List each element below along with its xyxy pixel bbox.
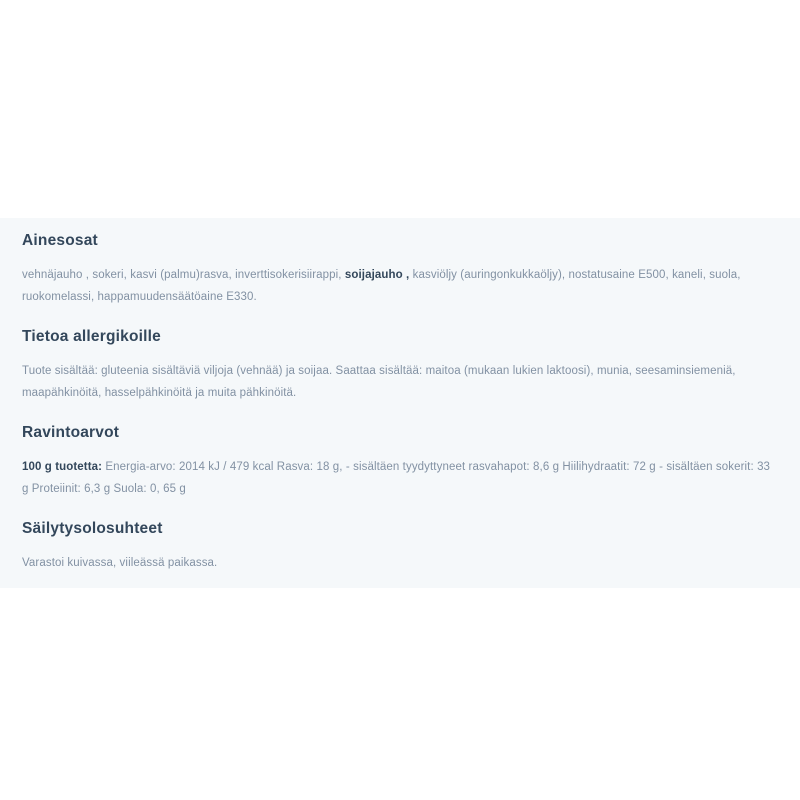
allergy-heading: Tietoa allergikoille	[22, 328, 161, 345]
section-nutrition	[22, 423, 778, 500]
section-storage	[22, 519, 778, 574]
allergy-text: Tuote sisältää: gluteenia sisältäviä viljoja (vehnää) ja soijaa. Saattaa sisältää: maitoa (mukaan lukien laktoosi), munia, seesaminsiemeniä, maapähkinöitä, hasselpähkinöitä ja muita pähkinöitä.	[22, 365, 736, 399]
nutrition-serving-label: 100 g tuotetta:	[22, 461, 103, 473]
nutrition-values-text: Energia-arvo: 2014 kJ / 479 kcal Rasva: 18 g, - sisältäen tyydyttyneet rasvahapot: 8,6 g Hiilihydraatit: 72 g - sisältäen sokerit: 33 g Proteiinit: 6,3 g Suola: 0, 65 g	[22, 461, 771, 495]
storage-text: Varastoi kuivassa, viileässä paikassa.	[22, 557, 218, 569]
nutrition-text	[22, 456, 778, 500]
ingredients-text-start: vehnäjauho , sokeri, kasvi (palmu)rasva, inverttisokerisiirappi,	[22, 269, 345, 281]
storage-heading: Säilytysolosuhteet	[22, 520, 163, 537]
ingredients-bold-allergen: soijajauho ,	[344, 269, 410, 281]
product-info-panel	[0, 218, 800, 588]
nutrition-heading: Ravintoarvot	[22, 424, 120, 441]
ingredients-heading: Ainesosat	[22, 232, 98, 249]
section-ingredients	[22, 231, 778, 308]
ingredients-text	[22, 264, 778, 308]
section-allergy-info	[22, 327, 778, 404]
ingredients-text-end: kasviöljy (auringonkukkaöljy), nostatusaine E500, kaneli, suola, ruokomelassi, happamuudensäätöaine E330.	[22, 269, 741, 303]
